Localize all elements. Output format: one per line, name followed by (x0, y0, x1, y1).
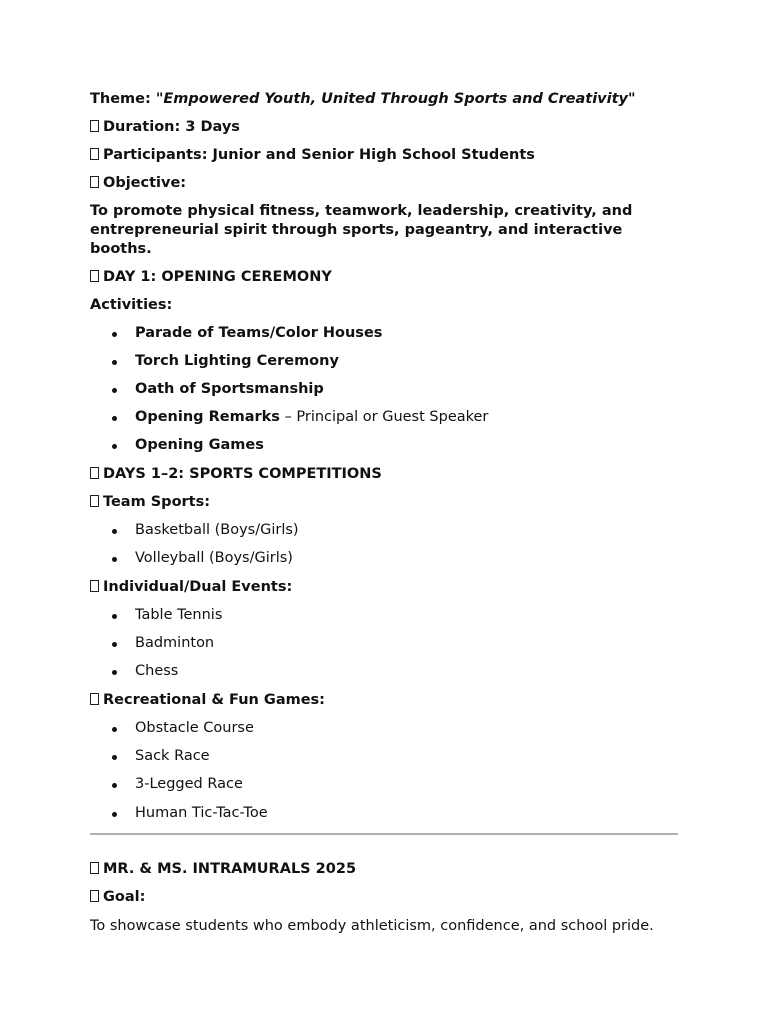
game-name: Sack Race (135, 748, 210, 764)
bullet-icon (112, 727, 117, 732)
list-item (90, 352, 680, 371)
list-item (90, 436, 680, 455)
list-item (90, 606, 680, 625)
day1-heading (90, 268, 680, 287)
sport-name: Volleyball (Boys/Girls) (135, 550, 293, 566)
bullet-icon (112, 557, 117, 562)
list-item (90, 662, 680, 681)
theme-close-quote: " (628, 91, 636, 107)
objective-heading-text: Objective: (103, 175, 187, 191)
missing-glyph-icon (90, 120, 99, 132)
theme-label: Theme: " (90, 91, 164, 107)
team-sports-heading-text: Team Sports: (103, 494, 211, 510)
bullet-icon (112, 812, 117, 817)
goal-text: To showcase students who embody athleticism, confidence, and school pride. (90, 918, 654, 934)
list-item (90, 775, 680, 794)
fun-games-heading-text: Recreational & Fun Games: (103, 692, 325, 708)
pageant-heading-text: MR. & MS. INTRAMURALS 2025 (103, 861, 357, 877)
bullet-icon (112, 529, 117, 534)
sports-heading-text: DAYS 1–2: SPORTS COMPETITIONS (103, 466, 382, 482)
bullet-icon (112, 670, 117, 675)
game-name: Human Tic-Tac-Toe (135, 805, 268, 821)
list-item (90, 634, 680, 653)
bullet-icon (112, 642, 117, 647)
missing-glyph-icon (90, 693, 99, 705)
activities-label: Activities: (90, 297, 173, 313)
event-name: Table Tennis (135, 607, 223, 623)
bullet-icon (112, 388, 117, 393)
list-item (90, 747, 680, 766)
individual-events-heading-text: Individual/Dual Events: (103, 579, 293, 595)
event-name: Chess (135, 663, 179, 679)
bullet-icon (112, 416, 117, 421)
list-item (90, 521, 680, 540)
bullet-icon (112, 614, 117, 619)
list-item (90, 549, 680, 568)
missing-glyph-icon (90, 467, 99, 479)
list-item (90, 380, 680, 399)
activity-detail: – Principal or Guest Speaker (279, 409, 489, 425)
individual-events-list (90, 606, 680, 681)
missing-glyph-icon (90, 270, 99, 282)
team-sports-list (90, 521, 680, 568)
objective-text: To promote physical fitness, teamwork, leadership, creativity, and entrepreneurial spirit through sports, pageantry, and interactive booths. (90, 203, 633, 257)
theme-title: Empowered Youth, United Through Sports and Creativity (163, 91, 628, 107)
missing-glyph-icon (90, 890, 99, 902)
activity-name: Oath of Sportsmanship (135, 381, 324, 397)
fun-games-heading (90, 691, 680, 710)
list-item (90, 324, 680, 343)
sport-name: Basketball (Boys/Girls) (135, 522, 299, 538)
activity-name: Torch Lighting Ceremony (135, 353, 339, 369)
document-body (90, 90, 680, 936)
missing-glyph-icon (90, 862, 99, 874)
activity-name: Opening Remarks (135, 409, 280, 425)
game-name: 3-Legged Race (135, 776, 243, 792)
individual-events-heading (90, 578, 680, 597)
objective-heading (90, 174, 680, 193)
missing-glyph-icon (90, 495, 99, 507)
event-name: Badminton (135, 635, 215, 651)
day1-heading-text: DAY 1: OPENING CEREMONY (103, 269, 332, 285)
pageant-heading (90, 860, 680, 879)
missing-glyph-icon (90, 176, 99, 188)
day1-activity-list (90, 324, 680, 455)
bullet-icon (112, 783, 117, 788)
sports-heading (90, 465, 680, 484)
list-item (90, 719, 680, 738)
theme-line (90, 90, 680, 109)
bullet-icon (112, 444, 117, 449)
participants-text: Participants: Junior and Senior High School Students (103, 147, 535, 163)
list-item (90, 408, 680, 427)
duration-line (90, 118, 680, 137)
bullet-icon (112, 755, 117, 760)
missing-glyph-icon (90, 580, 99, 592)
duration-text: Duration: 3 Days (103, 119, 240, 135)
activity-name: Opening Games (135, 437, 264, 453)
team-sports-heading (90, 493, 680, 512)
bullet-icon (112, 332, 117, 337)
game-name: Obstacle Course (135, 720, 254, 736)
bullet-icon (112, 360, 117, 365)
goal-heading (90, 888, 680, 907)
horizontal-divider (90, 833, 678, 835)
participants-line (90, 146, 680, 165)
goal-heading-text: Goal: (103, 889, 146, 905)
list-item (90, 804, 680, 823)
fun-games-list (90, 719, 680, 823)
activity-name: Parade of Teams/Color Houses (135, 325, 383, 341)
missing-glyph-icon (90, 148, 99, 160)
